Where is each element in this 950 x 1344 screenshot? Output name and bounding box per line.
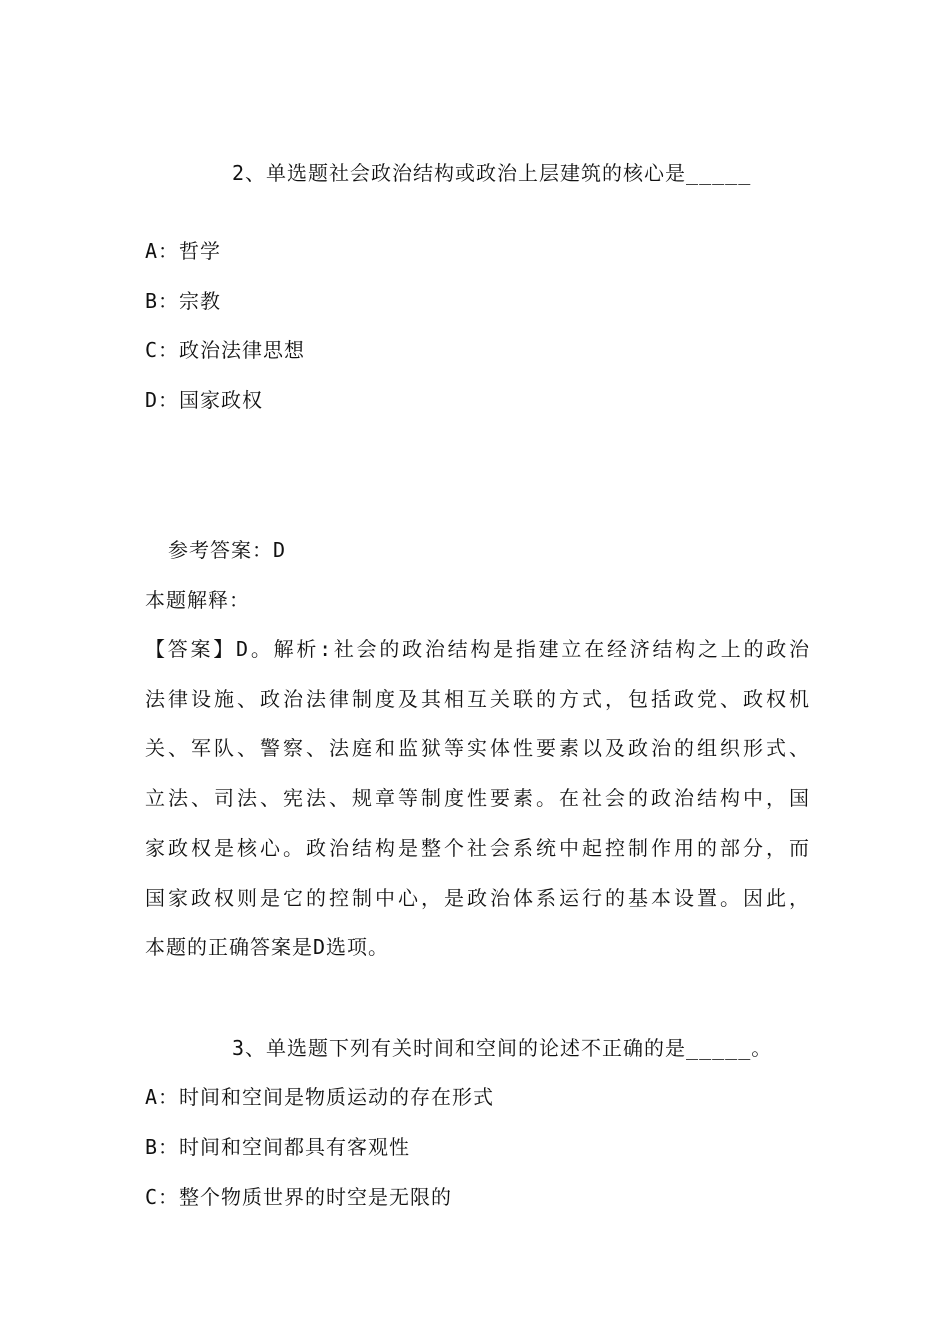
explanation-line: 本题的正确答案是D选项。: [145, 935, 390, 959]
explanation-line: 家政权是核心。政治结构是整个社会系统中起控制作用的部分，而: [145, 836, 810, 860]
option-d: D：国家政权: [145, 388, 264, 412]
question-title: 2、单选题社会政治结构或政治上层建筑的核心是_____: [232, 161, 752, 185]
option-a: A：哲学: [145, 239, 222, 263]
explanation-line: 国家政权则是它的控制中心，是政治体系运行的基本设置。因此，: [145, 886, 810, 910]
option-b: B：时间和空间都具有客观性: [145, 1135, 411, 1159]
explanation-line: 关、军队、警察、法庭和监狱等实体性要素以及政治的组织形式、: [145, 736, 810, 760]
option-b: B：宗教: [145, 289, 222, 313]
explanation-label: 本题解释：: [145, 588, 250, 612]
question-title: 3、单选题下列有关时间和空间的论述不正确的是_____。: [232, 1036, 773, 1060]
explanation-line: 【答案】D。解析:社会的政治结构是指建立在经济结构之上的政治: [145, 637, 810, 661]
explanation-line: 法律设施、政治法律制度及其相互关联的方式，包括政党、政权机: [145, 687, 810, 711]
option-c: C：整个物质世界的时空是无限的: [145, 1185, 453, 1209]
option-c: C：政治法律思想: [145, 338, 306, 362]
option-a: A：时间和空间是物质运动的存在形式: [145, 1085, 495, 1109]
explanation-line: 立法、司法、宪法、规章等制度性要素。在社会的政治结构中，国: [145, 786, 810, 810]
reference-answer: 参考答案：D: [168, 538, 287, 562]
